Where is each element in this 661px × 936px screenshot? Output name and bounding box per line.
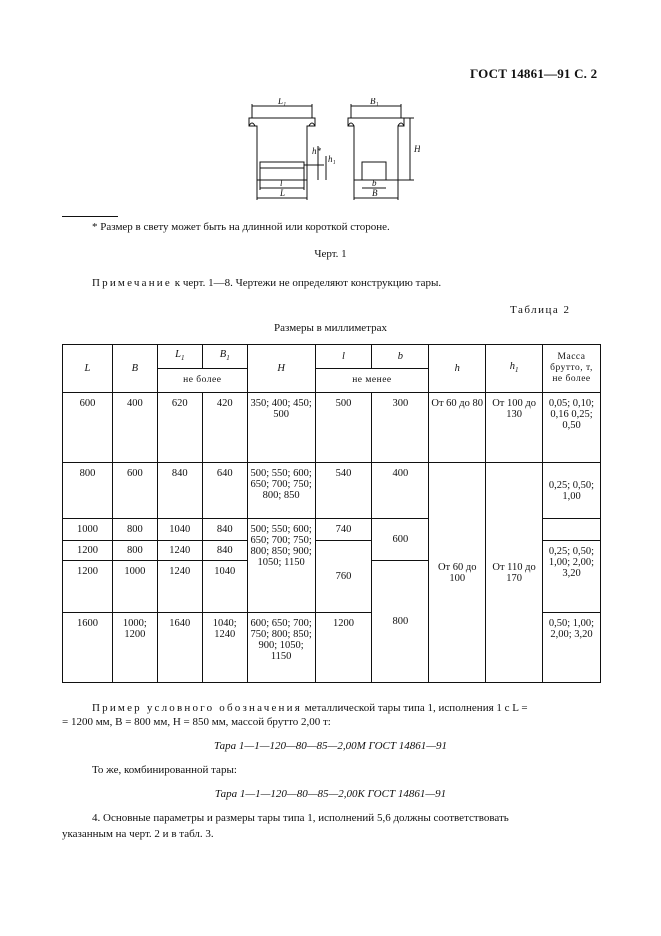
header-b: b xyxy=(372,345,429,369)
cell: 400 xyxy=(112,393,157,463)
cell: 640 xyxy=(202,463,247,519)
cell-merged-h: От 60 до 100 xyxy=(429,463,486,683)
page-header: ГОСТ 14861—91 С. 2 xyxy=(470,66,598,81)
example-line1 xyxy=(92,702,528,714)
cell: 540 xyxy=(315,463,372,519)
label-H: H xyxy=(414,144,420,154)
cell: 420 xyxy=(202,393,247,463)
example-text: металлической тары типа 1, исполнения 1 с L = xyxy=(301,702,528,714)
cell: 1040 xyxy=(202,561,247,613)
cell: 760 xyxy=(315,541,372,613)
cell-merged-mass: 0,25; 0,50; 1,00; 2,00; 3,20 xyxy=(543,541,601,613)
cell-merged-b2: 800 xyxy=(372,561,429,683)
header-H: H xyxy=(247,345,315,393)
same-combined: То же, комбинированной тары: xyxy=(92,764,237,776)
designation-code-metal: Тара 1—1—120—80—85—2,00М ГОСТ 14861—91 xyxy=(213,740,448,752)
cell: 600; 650; 700; 750; 800; 850; 900; 1050; 1150 xyxy=(247,613,315,683)
example-label: Пример условного обозначения xyxy=(92,702,302,714)
note xyxy=(92,277,441,289)
header-l: l xyxy=(315,345,372,369)
cell: От 60 до 80 xyxy=(429,393,486,463)
cell-empty xyxy=(543,519,601,541)
cell: От 100 до 130 xyxy=(486,393,543,463)
front-view-outline xyxy=(249,118,315,180)
header-not-more: не более xyxy=(157,369,247,393)
cell: 1040 xyxy=(157,519,202,541)
cell: 400 xyxy=(372,463,429,519)
cell: 1600 xyxy=(63,613,113,683)
footnote-rule xyxy=(62,216,118,217)
cell: 1000 xyxy=(63,519,113,541)
footnote: * Размер в свету может быть на длинной или короткой стороне. xyxy=(92,221,390,233)
cell-merged-h1: От 110 до 170 xyxy=(486,463,543,683)
cell: 840 xyxy=(157,463,202,519)
header-L1: $L_1$ xyxy=(157,345,202,369)
dimensions-table xyxy=(62,344,601,683)
cell: 800 xyxy=(63,463,113,519)
cell: 500; 550; 600; 650; 700; 750; 800; 850 xyxy=(247,463,315,519)
label-B1: B₁ xyxy=(370,98,379,106)
figure-caption: Черт. 1 xyxy=(314,248,347,260)
fork-pocket xyxy=(260,162,304,168)
cell: 740 xyxy=(315,519,372,541)
label-B: B xyxy=(372,188,378,198)
label-h-star: h* xyxy=(312,146,321,156)
table-row xyxy=(63,463,601,519)
cell: 600 xyxy=(112,463,157,519)
designation-code-combined: Тара 1—1—120—80—85—2,00К ГОСТ 14861—91 xyxy=(214,788,447,800)
cell: 0,25; 0,50; 1,00 xyxy=(543,463,601,519)
example-line2: = 1200 мм, B = 800 мм, H = 850 мм, массой брутто 2,00 т: xyxy=(62,716,331,728)
cell: 840 xyxy=(202,519,247,541)
cell-merged-H: 500; 550; 600; 650; 700; 750; 800; 850; 900; 1050; 1150 xyxy=(247,519,315,613)
table-units: Размеры в миллиметрах xyxy=(274,322,387,334)
cell: 620 xyxy=(157,393,202,463)
cell: 1200 xyxy=(315,613,372,683)
cell: 1240 xyxy=(157,541,202,561)
cell: 1200 xyxy=(63,541,113,561)
note-text: к черт. 1—8. Чертежи не определяют конструкцию тары. xyxy=(171,277,442,289)
paragraph-4-line1: 4. Основные параметры и размеры тары типа 1, исполнений 5,6 должны соответствовать xyxy=(92,812,509,824)
header-h: h xyxy=(429,345,486,393)
cell: 350; 400; 450; 500 xyxy=(247,393,315,463)
table-row xyxy=(63,393,601,463)
paragraph-4-line2: указанным на черт. 2 и в табл. 3. xyxy=(62,828,214,840)
cell-merged-b: 600 xyxy=(372,519,429,561)
header-not-less: не менее xyxy=(315,369,429,393)
cell: 1200 xyxy=(63,561,113,613)
cell: 1640 xyxy=(157,613,202,683)
header-B: B xyxy=(112,345,157,393)
cell: 300 xyxy=(372,393,429,463)
label-l: l xyxy=(280,178,283,188)
header-L: L xyxy=(63,345,113,393)
cell: 600 xyxy=(63,393,113,463)
header-h1: $h_1$ xyxy=(486,345,543,393)
cell: 1000 xyxy=(112,561,157,613)
header-B1: $B_1$ xyxy=(202,345,247,369)
container-drawing xyxy=(240,98,420,210)
label-L: L xyxy=(280,188,286,198)
label-L1: L₁ xyxy=(278,98,287,106)
cell: 1240 xyxy=(157,561,202,613)
cell: 1000; 1200 xyxy=(112,613,157,683)
note-label: Примечание xyxy=(92,277,172,289)
cell: 1040; 1240 xyxy=(202,613,247,683)
header-mass: Масса брутто, т, не более xyxy=(543,345,601,393)
cell: 500 xyxy=(315,393,372,463)
cell: 0,05; 0,10; 0,16 0,25; 0,50 xyxy=(543,393,601,463)
cell: 800 xyxy=(112,519,157,541)
label-h1: h₁ xyxy=(328,154,336,164)
cell: 800 xyxy=(112,541,157,561)
cell: 840 xyxy=(202,541,247,561)
table-label: Таблица 2 xyxy=(510,304,571,316)
side-view-outline xyxy=(348,118,404,180)
label-b: b xyxy=(372,178,377,188)
cell: 0,50; 1,00; 2,00; 3,20 xyxy=(543,613,601,683)
